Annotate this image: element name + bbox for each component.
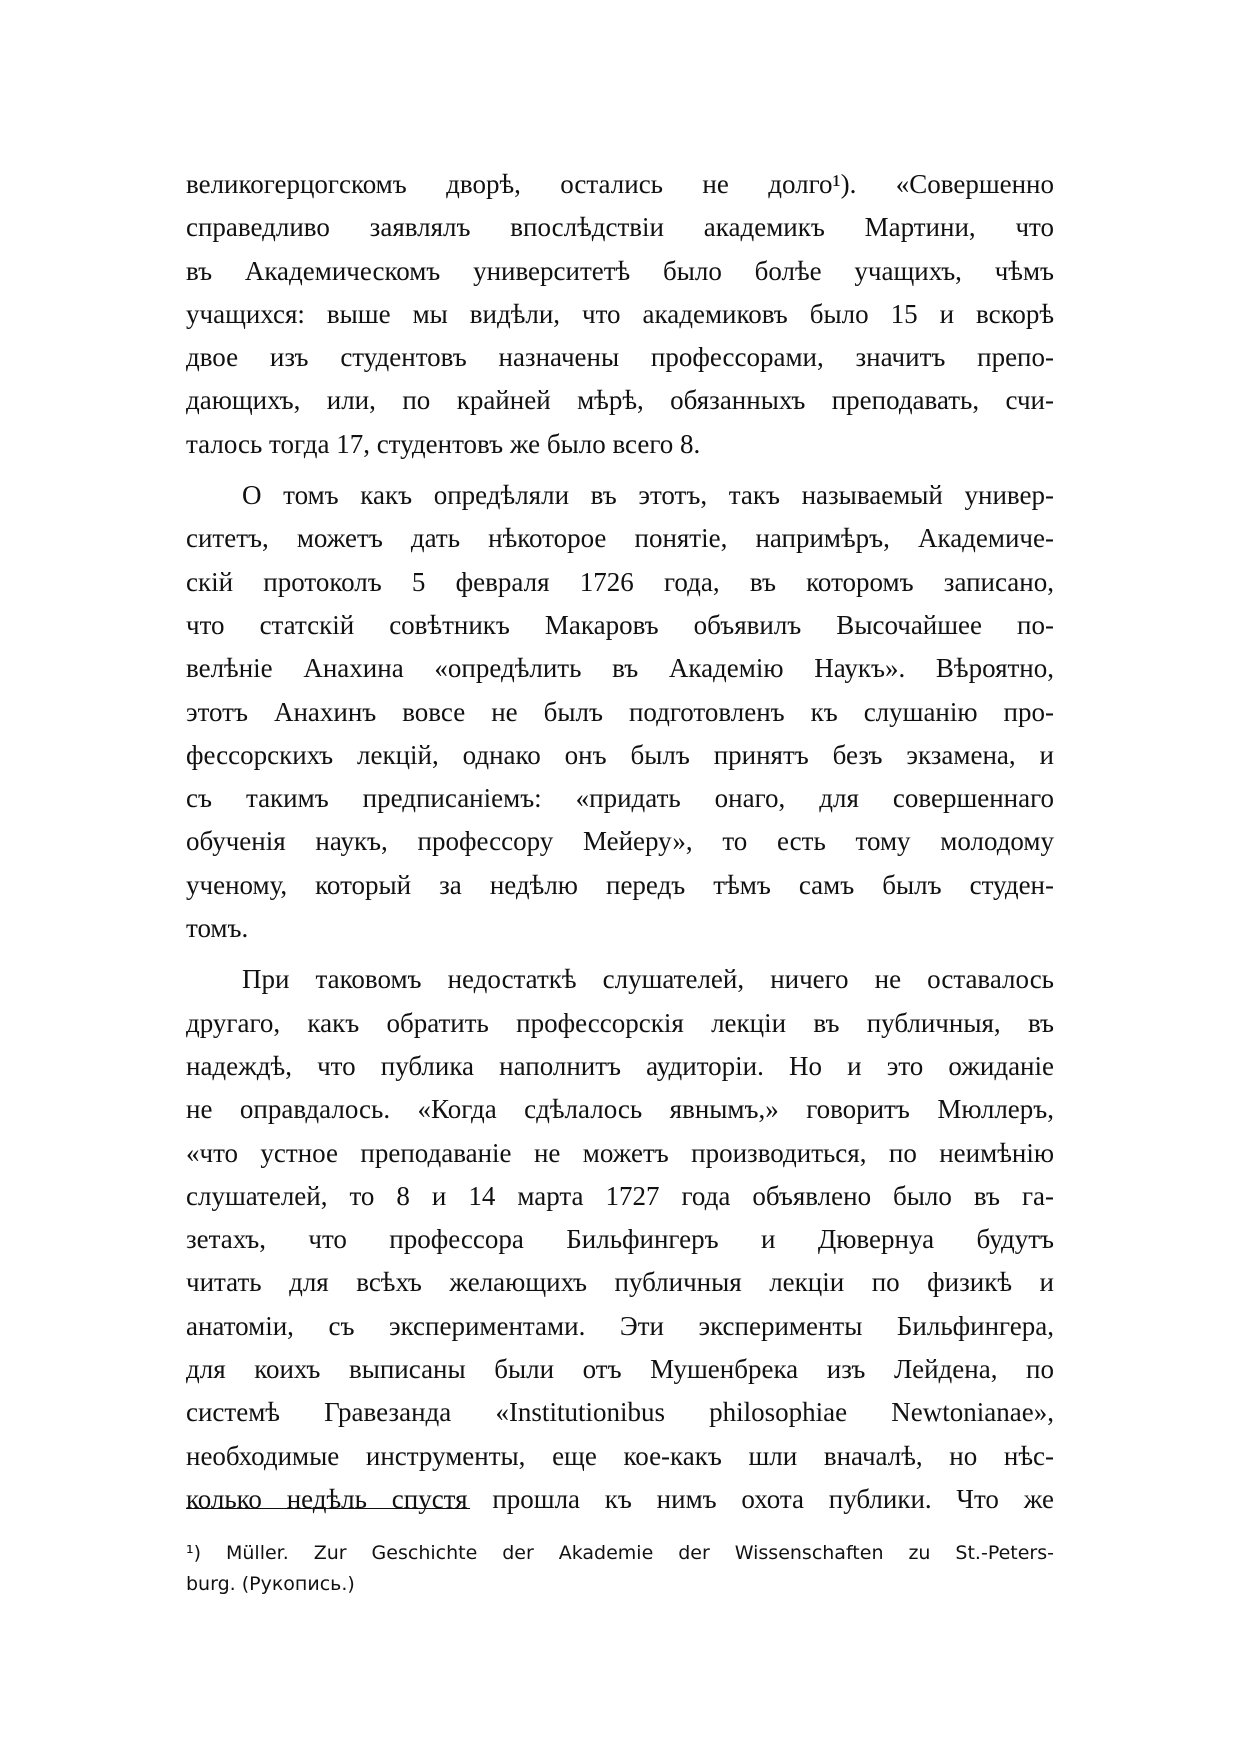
paragraph-2 bbox=[186, 474, 1054, 950]
text-line: томъ. bbox=[186, 913, 249, 944]
footnote bbox=[186, 1538, 1054, 1600]
text-line: необходимые инструменты, еще кое-какъ шли вначалѣ, но нѣс- bbox=[186, 1440, 1054, 1471]
footnote-line: ¹) Müller. Zur Geschichte der Akademie der Wissenschaften zu St.-Peters- bbox=[186, 1542, 1054, 1564]
text-line: зетахъ, что профессора Бильфингеръ и Дювернуа будутъ bbox=[186, 1224, 1054, 1255]
body-text bbox=[186, 163, 1054, 1521]
paragraph-gap bbox=[186, 950, 1054, 958]
text-line: «что устное преподаваніе не можетъ производиться, по неимѣнію bbox=[186, 1137, 1054, 1168]
paragraph-gap bbox=[186, 466, 1054, 474]
text-line: двое изъ студентовъ назначены профессорами, значитъ препо- bbox=[186, 342, 1054, 373]
text-line: ситетъ, можетъ дать нѣкоторое понятіе, напримѣръ, Академиче- bbox=[186, 523, 1054, 554]
text-line: обученія наукъ, профессору Мейеру», то есть тому молодому bbox=[186, 826, 1054, 857]
text-line: не оправдалось. «Когда сдѣлалось явнымъ,» говоритъ Мюллеръ, bbox=[186, 1094, 1054, 1125]
text-line: этотъ Анахинъ вовсе не былъ подготовленъ къ слушанію про- bbox=[186, 696, 1054, 727]
text-line: слушателей, то 8 и 14 марта 1727 года объявлено было въ га- bbox=[186, 1180, 1054, 1211]
text-line: читать для всѣхъ желающихъ публичныя лекціи по физикѣ и bbox=[186, 1267, 1054, 1298]
text-line: учащихся: выше мы видѣли, что академиковъ было 15 и вскорѣ bbox=[186, 298, 1054, 329]
text-line: что статскій совѣтникъ Макаровъ объявилъ Высочайшее по- bbox=[186, 609, 1054, 640]
text-line: фессорскихъ лекцій, однако онъ былъ принятъ безъ экзамена, и bbox=[186, 739, 1054, 770]
text-line: талось тогда 17, студентовъ же было всего 8. bbox=[186, 428, 701, 459]
text-line: съ такимъ предписаніемъ: «придать онаго, для совершеннаго bbox=[186, 783, 1054, 814]
text-line: системѣ Гравезанда «Institutionibus philosophiae Newtonianae», bbox=[186, 1397, 1054, 1428]
paragraph-3 bbox=[186, 958, 1054, 1521]
footnote-line: burg. (Рукопись.) bbox=[186, 1573, 355, 1595]
text-line: ученому, который за недѣлю передъ тѣмъ самъ былъ студен- bbox=[186, 869, 1054, 900]
text-line: скій протоколъ 5 февраля 1726 года, въ которомъ записано, bbox=[186, 566, 1054, 597]
text-line: справедливо заявлялъ впослѣдствіи академикъ Мартини, что bbox=[186, 212, 1054, 243]
text-line: для коихъ выписаны были отъ Мушенбрека изъ Лейдена, по bbox=[186, 1354, 1054, 1385]
footnote-separator bbox=[186, 1508, 470, 1509]
text-line: въ Академическомъ университетѣ было болѣе учащихъ, чѣмъ bbox=[186, 255, 1054, 286]
text-line: О томъ какъ опредѣляли въ этотъ, такъ называемый универ- bbox=[242, 480, 1054, 511]
text-line: анатоміи, съ экспериментами. Эти эксперименты Бильфингера, bbox=[186, 1310, 1054, 1341]
text-line: надеждѣ, что публика наполнитъ аудиторіи. Но и это ожиданіе bbox=[186, 1050, 1054, 1081]
paragraph-1 bbox=[186, 163, 1054, 466]
text-line: велѣніе Анахина «опредѣлить въ Академію Наукъ». Вѣроятно, bbox=[186, 653, 1054, 684]
text-line: дающихъ, или, по крайней мѣрѣ, обязанныхъ преподавать, счи- bbox=[186, 385, 1054, 416]
text-line: другаго, какъ обратить профессорскія лекціи въ публичныя, въ bbox=[186, 1007, 1054, 1038]
text-line: При таковомъ недостаткѣ слушателей, ничего не оставалось bbox=[242, 964, 1054, 995]
text-line: колько недѣль спустя прошла къ нимъ охота публики. Что же bbox=[186, 1483, 1054, 1514]
text-line: великогерцогскомъ дворѣ, остались не долго¹). «Совершенно bbox=[186, 169, 1054, 199]
